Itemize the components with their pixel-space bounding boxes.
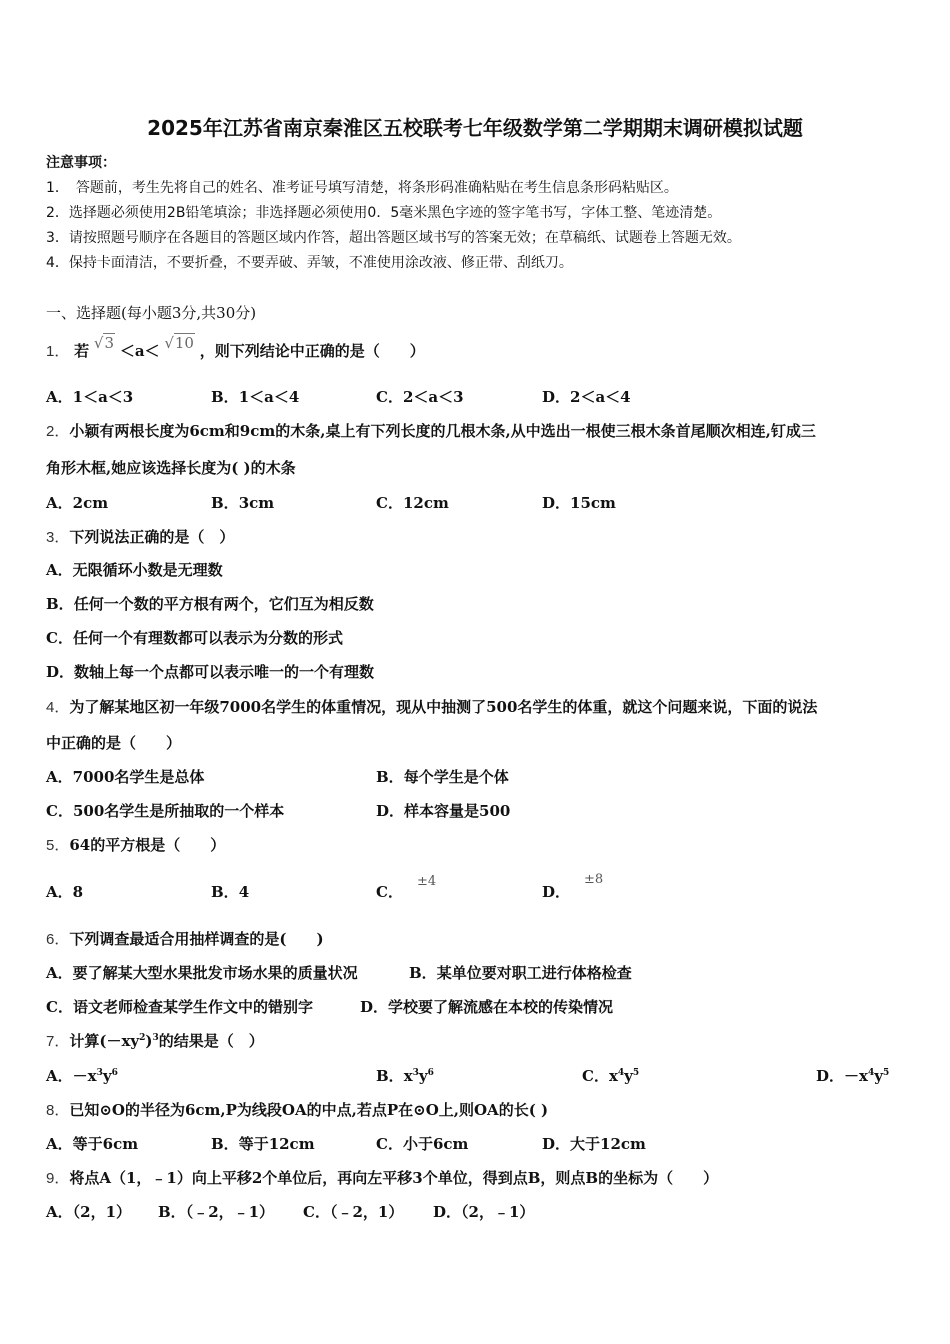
sqrt-icon: √3	[93, 334, 115, 352]
q7-option-b: B．$x^3y^6$	[376, 1067, 434, 1085]
q2-option-d: D．15cm	[542, 494, 616, 512]
q9-option-b: B．（﹣2，﹣1）	[158, 1203, 275, 1221]
notice-heading: 注意事项：	[46, 155, 116, 171]
q4-option-b: B．每个学生是个体	[376, 768, 509, 786]
question-8: 8．已知⊙O的半径为6cm,P为线段OA的中点,若点P在⊙O上,则OA的长( )	[46, 1101, 549, 1119]
question-6: 6．下列调查最适合用抽样调查的是( )	[46, 930, 324, 948]
q8-option-c: C．小于6cm	[376, 1135, 469, 1153]
q4-option-d: D．样本容量是500	[376, 802, 511, 820]
q1-option-c: C．2＜a＜3	[376, 388, 464, 406]
question-7: 7．计算$(-xy^2)^3$的结果是（ ）	[46, 1032, 264, 1050]
q8-option-a: A．等于6cm	[46, 1135, 139, 1153]
q1-option-b: B．1＜a＜4	[211, 388, 300, 406]
q3-option-c: C．任何一个有理数都可以表示为分数的形式	[46, 629, 343, 647]
question-4: 4．为了解某地区初一年级7000名学生的体重情况，现从中抽测了500名学生的体重，就这个问题来说，下面的说法	[46, 698, 818, 716]
q1-option-d: D．2＜a＜4	[542, 388, 631, 406]
q2-option-c: C．12cm	[376, 494, 449, 512]
question-9: 9．将点A（1，﹣1）向上平移2个单位后，再向左平移3个单位，得到点B，则点B的坐标为（ ）	[46, 1169, 719, 1187]
section-heading: 一、选择题(每小题3分,共30分)	[46, 304, 257, 322]
q4-option-c: C．500名学生是所抽取的一个样本	[46, 802, 285, 820]
question-1: 1． 若 √3 ＜a＜ √10 ，则下列结论中正确的是（ ）	[46, 334, 425, 360]
q6-option-d: D．学校要了解流感在本校的传染情况	[360, 998, 614, 1016]
q1-option-a: A．1＜a＜3	[46, 388, 134, 406]
q6-option-c: C．语文老师检查某学生作文中的错别字	[46, 998, 313, 1016]
page-title: 2025年江苏省南京秦淮区五校联考七年级数学第二学期期末调研模拟试题	[147, 116, 803, 140]
question-4-line-2: 中正确的是（ ）	[46, 734, 182, 752]
q5-option-b: B．4	[211, 883, 250, 901]
question-2: 2．小颖有两根长度为6cm和9cm的木条,桌上有下列长度的几根木条,从中选出一根使三根木条首尾顺次相连,钉成三	[46, 422, 816, 440]
q3-option-a: A．无限循环小数是无理数	[46, 561, 223, 579]
q7-option-a: A．$-x^3y^6$	[46, 1067, 118, 1085]
q9-option-c: C．（﹣2，1）	[303, 1203, 404, 1221]
q2-option-b: B．3cm	[211, 494, 275, 512]
q5-option-c: C．±4	[376, 874, 437, 901]
q7-option-d: D．$-x^4y^5$	[816, 1067, 890, 1085]
notice-item-3: 3．请按照题号顺序在各题目的答题区域内作答，超出答题区域书写的答案无效；在草稿纸、试题卷上答题无效。	[46, 230, 741, 246]
notice-item-4: 4．保持卡面清洁，不要折叠，不要弄破、弄皱，不准使用涂改液、修正带、刮纸刀。	[46, 255, 573, 271]
question-2-line-2: 角形木框,她应该选择长度为( )的木条	[46, 459, 296, 477]
q5-option-d: D．±8	[542, 872, 604, 901]
notice-item-1: 1． 答题前，考生先将自己的姓名、准考证号填写清楚，将条形码准确粘贴在考生信息条形码粘贴区。	[46, 180, 678, 196]
question-5: 5．64的平方根是（ ）	[46, 836, 226, 854]
question-number: 1．	[46, 343, 70, 360]
notice-item-2: 2．选择题必须使用2B铅笔填涂；非选择题必须使用0．5毫米黑色字迹的签字笔书写，字体工整、笔迹清楚。	[46, 205, 722, 221]
q8-option-b: B．等于12cm	[211, 1135, 315, 1153]
question-3: 3．下列说法正确的是（ ）	[46, 528, 235, 546]
q9-option-d: D．（2，﹣1）	[433, 1203, 535, 1221]
q9-option-a: A．（2，1）	[46, 1203, 132, 1221]
q5-option-a: A．8	[46, 883, 84, 901]
q6-option-b: B．某单位要对职工进行体格检查	[409, 964, 632, 982]
q2-option-a: A．2cm	[46, 494, 109, 512]
q7-option-c: C．$x^4y^5$	[582, 1067, 640, 1085]
q3-option-b: B．任何一个数的平方根有两个，它们互为相反数	[46, 595, 374, 613]
sqrt-icon: √10	[164, 334, 194, 352]
q3-option-d: D．数轴上每一个点都可以表示唯一的一个有理数	[46, 663, 375, 681]
q8-option-d: D．大于12cm	[542, 1135, 646, 1153]
q4-option-a: A．7000名学生是总体	[46, 768, 205, 786]
q6-option-a: A．要了解某大型水果批发市场水果的质量状况	[46, 964, 358, 982]
